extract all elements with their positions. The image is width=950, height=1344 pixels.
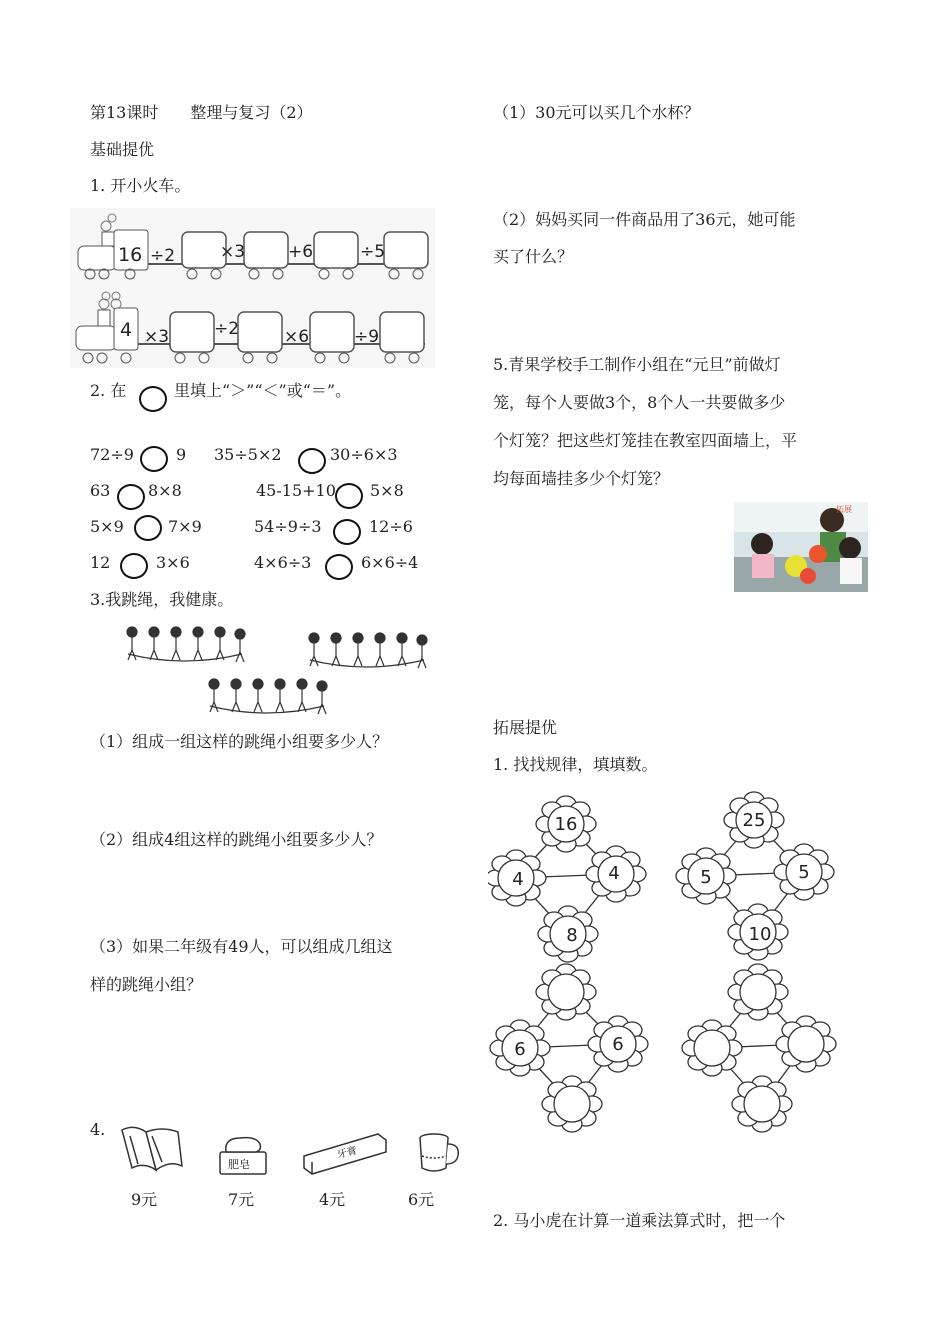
sample-circle-icon xyxy=(139,386,167,412)
train-1-op: +6 xyxy=(288,242,314,262)
toothpaste-icon xyxy=(304,1134,386,1174)
flower-right-value: 5 xyxy=(798,862,810,883)
blank-circle[interactable] xyxy=(134,515,162,541)
cmp-right-expr: 12÷6 xyxy=(369,517,413,536)
question-2-prefix: 2. 在 xyxy=(90,381,127,400)
cmp-right-expr: 30÷6×3 xyxy=(330,445,398,464)
cmp-left-expr: 45-15+10 xyxy=(256,481,336,500)
flower-left-value: 6 xyxy=(514,1039,526,1060)
soap-icon xyxy=(220,1138,266,1174)
blank-circle[interactable] xyxy=(117,484,145,510)
extension-question-2: 2. 马小虎在计算一道乘法算式时，把一个 xyxy=(493,1211,786,1230)
question-5-line3: 个灯笼？把这些灯笼挂在教室四面墙上，平 xyxy=(493,431,798,450)
toothpaste-price: 4元 xyxy=(319,1190,346,1209)
cmp-right-expr: 6×6÷4 xyxy=(361,553,419,572)
question-3-part-3-line1: （3）如果二年级有49人，可以组成几组这 xyxy=(90,937,393,956)
cmp-left-expr: 63 xyxy=(90,481,111,500)
question-5-line4: 均每面墙挂多少个灯笼？ xyxy=(493,469,670,488)
cmp-left-expr: 12 xyxy=(90,553,111,572)
cmp-left-expr: 35÷5×2 xyxy=(214,445,282,464)
cmp-right-expr: 3×6 xyxy=(156,553,190,572)
question-5-line2: 笼，每个人要做3个，8个人一共要做多少 xyxy=(493,393,786,412)
question-5-line1: 5.青果学校手工制作小组在“元旦”前做灯 xyxy=(493,355,781,374)
cmp-right-expr: 9 xyxy=(176,445,187,464)
towel-icon xyxy=(122,1127,182,1170)
soap-price: 7元 xyxy=(228,1190,255,1209)
cmp-right-expr: 8×8 xyxy=(148,481,182,500)
train-1-start: 16 xyxy=(118,244,143,266)
question-4-part-2-line2: 买了什么？ xyxy=(493,247,574,266)
lesson-title: 第13课时 整理与复习（2） xyxy=(90,103,313,122)
blank-circle[interactable] xyxy=(333,519,361,545)
towel-price: 9元 xyxy=(131,1190,158,1209)
train-2-op: ÷2 xyxy=(214,319,240,339)
flower-bottom-value: 8 xyxy=(566,925,578,946)
flower-left-value: 5 xyxy=(700,867,712,888)
question-2-instruction: 里填上“＞”“＜”或“＝”。 xyxy=(174,381,352,400)
train-illustration xyxy=(70,208,435,368)
flower-puzzle-1 xyxy=(488,796,646,962)
flower-right-value: 6 xyxy=(612,1034,624,1055)
extension-question-1: 1. 找找规律，填填数。 xyxy=(493,755,658,774)
blank-circle[interactable] xyxy=(298,448,326,474)
jump-rope-kids-illustration xyxy=(120,620,440,720)
cup-icon xyxy=(420,1134,458,1171)
lantern-craft-photo xyxy=(734,502,868,592)
question-3-part-2: （2）组成4组这样的跳绳小组要多少人？ xyxy=(90,830,383,849)
question-4-part-2-line1: （2）妈妈买同一件商品用了36元，她可能 xyxy=(493,210,796,229)
train-2-start: 4 xyxy=(120,319,133,341)
question-3-part-1: （1）组成一组这样的跳绳小组要多少人？ xyxy=(90,732,389,751)
flower-top-value: 16 xyxy=(554,814,578,835)
train-2-op: ×3 xyxy=(144,327,170,347)
cmp-right-expr: 7×9 xyxy=(168,517,202,536)
flower-puzzle-2 xyxy=(676,792,834,960)
soap-label: 肥皂 xyxy=(228,1158,250,1171)
cmp-left-expr: 72÷9 xyxy=(90,445,134,464)
cmp-left-expr: 5×9 xyxy=(90,517,124,536)
train-2-op: ÷9 xyxy=(354,327,380,347)
train-1-op: ÷5 xyxy=(360,242,386,262)
question-1: 1. 开小火车。 xyxy=(90,176,191,195)
flower-left-value: 4 xyxy=(512,869,524,890)
cmp-left-expr: 4×6÷3 xyxy=(254,553,312,572)
question-3: 3.我跳绳，我健康。 xyxy=(90,590,234,609)
cup-price: 6元 xyxy=(408,1190,435,1209)
flower-puzzle-4 xyxy=(682,964,836,1132)
flower-right-value: 4 xyxy=(608,863,620,884)
cmp-left-expr: 54÷9÷3 xyxy=(254,517,322,536)
blank-circle[interactable] xyxy=(120,553,148,579)
toothpaste-label: 牙膏 xyxy=(336,1145,359,1161)
flower-pattern-puzzles xyxy=(488,788,848,1138)
train-2-op: ×6 xyxy=(284,327,310,347)
train-1-op: ×3 xyxy=(220,242,246,262)
flower-puzzle-3 xyxy=(490,964,648,1132)
blank-circle[interactable] xyxy=(335,483,363,509)
svg-text:拓展: 拓展 xyxy=(836,505,852,514)
flower-bottom-value: 10 xyxy=(748,924,772,945)
question-4: 4. xyxy=(90,1120,106,1139)
blank-circle[interactable] xyxy=(140,446,168,472)
cmp-right-expr: 5×8 xyxy=(370,481,404,500)
blank-circle[interactable] xyxy=(325,554,353,580)
flower-top-value: 25 xyxy=(742,810,766,831)
section-extension-heading: 拓展提优 xyxy=(493,718,558,737)
question-3-part-3-line2: 样的跳绳小组？ xyxy=(90,975,203,994)
section-basic-heading: 基础提优 xyxy=(90,140,155,159)
shop-items-illustration xyxy=(116,1122,470,1186)
question-4-part-1: （1）30元可以买几个水杯？ xyxy=(493,103,700,122)
train-1-op: ÷2 xyxy=(150,246,176,266)
